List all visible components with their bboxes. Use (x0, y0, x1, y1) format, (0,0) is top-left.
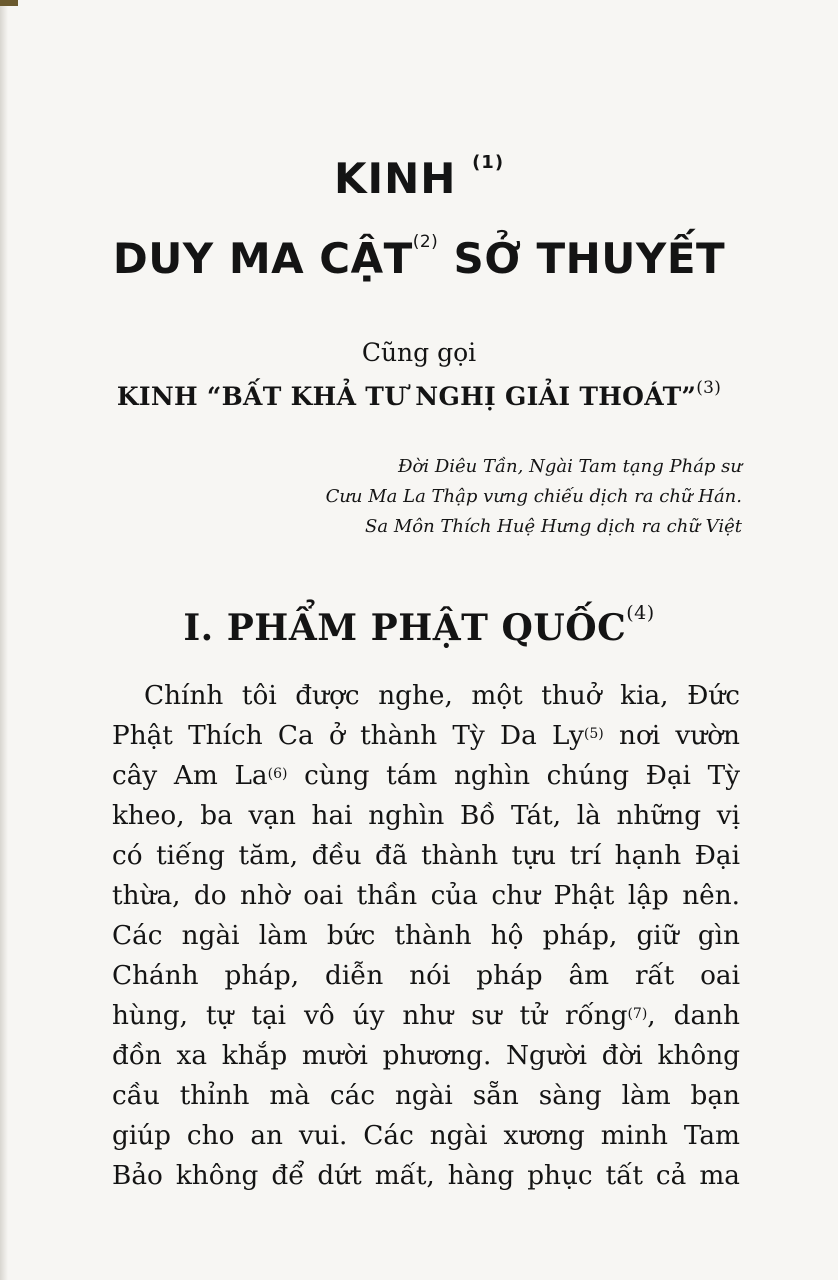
chapter-heading-text: I. PHẨM PHẬT QUỐC (183, 607, 627, 649)
page-corner-mark (0, 0, 18, 6)
title-duy-ma-cat-text-b: SỞ THUYẾT (438, 234, 726, 283)
footnote-ref-1: (1) (472, 152, 505, 173)
alt-title-text: KINH “BẤT KHẢ TƯ NGHỊ GIẢI THOÁT” (116, 382, 697, 411)
text-line (112, 756, 740, 796)
text-line: Chánh pháp, diễn nói pháp âm rất oai (112, 961, 740, 991)
footnote-ref-5: (5) (583, 726, 604, 742)
translation-credits (182, 452, 742, 542)
credit-line: Sa Môn Thích Huệ Hưng dịch ra chữ Việt (365, 516, 742, 537)
body-paragraph (112, 676, 740, 1196)
text-line: Chính tôi được nghe, một thuở kia, Đức (144, 681, 740, 711)
title-kinh-text: KINH (333, 154, 457, 203)
title-kinh (0, 152, 838, 203)
text-fragment: nơi vườn (603, 721, 740, 751)
text-fragment: hùng, tự tại vô úy như sư tử rống (112, 1001, 628, 1031)
text-line: thừa, do nhờ oai thần của chư Phật lập nên. (112, 881, 740, 911)
footnote-ref-2: (2) (412, 232, 439, 252)
chapter-heading (0, 602, 838, 649)
text-line: Các ngài làm bức thành hộ pháp, giữ gìn (112, 921, 740, 951)
text-line (112, 716, 740, 756)
text-fragment: cùng tám nghìn chúng Đại Tỳ (287, 761, 740, 791)
alt-title (0, 378, 838, 411)
text-fragment: cây Am La (112, 761, 268, 791)
title-duy-ma-cat-text-a: DUY MA CẬT (112, 234, 413, 283)
text-line: kheo, ba vạn hai nghìn Bồ Tát, là những vị (112, 801, 740, 831)
footnote-ref-4: (4) (626, 602, 655, 624)
text-line: giúp cho an vui. Các ngài xương minh Tam (112, 1121, 740, 1151)
footnote-ref-6: (6) (267, 766, 288, 782)
subtitle-cung-goi: Cũng gọi (361, 338, 477, 367)
text-fragment: , danh (647, 1001, 740, 1031)
text-fragment: Phật Thích Ca ở thành Tỳ Da Ly (112, 721, 584, 751)
credit-line: Cưu Ma La Thập vưng chiếu dịch ra chữ Hán. (325, 486, 742, 507)
footnote-ref-7: (7) (627, 1006, 648, 1022)
footnote-ref-3: (3) (696, 378, 722, 398)
text-line: Bảo không để dứt mất, hàng phục tất cả ma (112, 1161, 740, 1191)
title-duy-ma-cat (0, 232, 838, 283)
text-line (112, 996, 740, 1036)
text-line: đồn xa khắp mười phương. Người đời không (112, 1041, 740, 1071)
credit-line: Đời Diêu Tần, Ngài Tam tạng Pháp sư (398, 456, 742, 477)
text-line: cầu thỉnh mà các ngài sẵn sàng làm bạn (112, 1081, 740, 1111)
text-line: có tiếng tăm, đều đã thành tựu trí hạnh Đại (112, 841, 740, 871)
